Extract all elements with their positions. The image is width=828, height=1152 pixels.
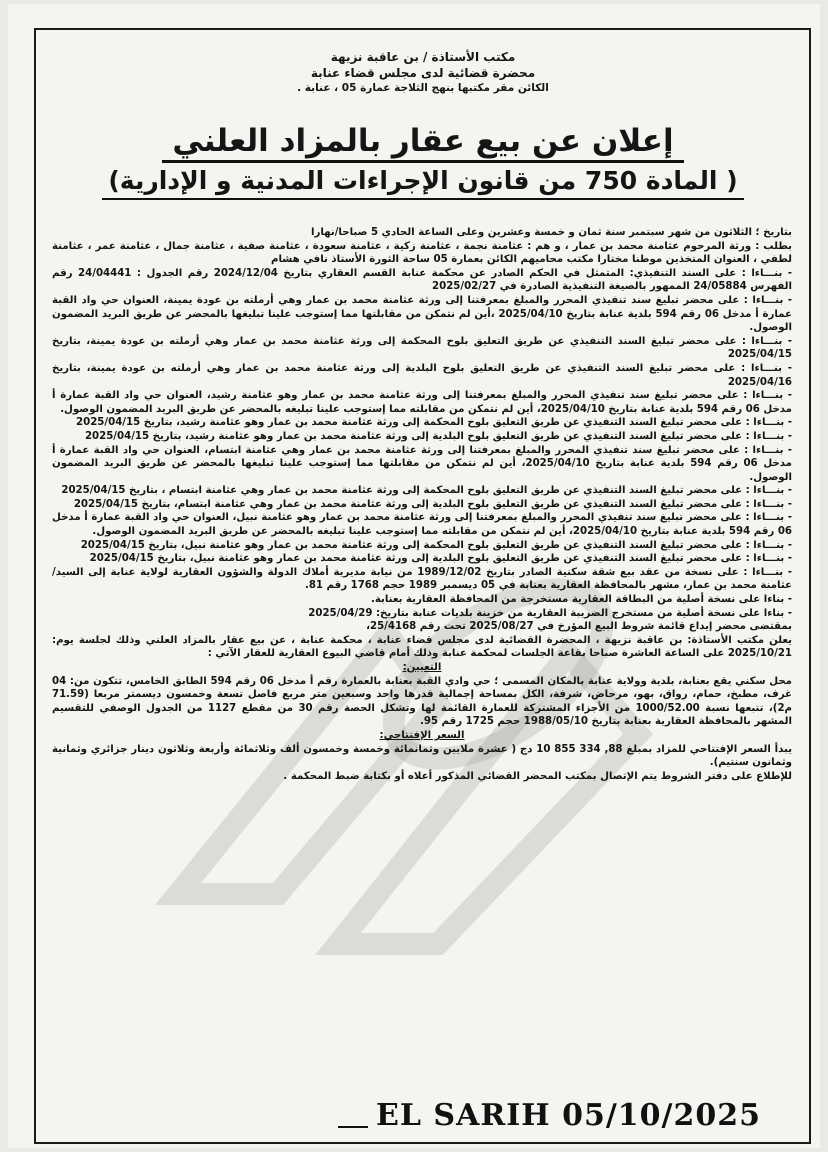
paragraph-deposit: بمقتضى محضر إيداع قائمة شروط البيع المؤرخ في 2025/08/27 تحت رقم 25/4168، — [366, 621, 792, 633]
paragraph-basis: - بنـــاءا : على محضر تبليغ السند التنفيذي عن طريق التعليق بلوح المحكمة إلى ورثة عثامنة محمد بن عمار وهي عثامنة ابتسام ، بتاريخ 2025/04/15 — [61, 485, 792, 497]
office-address: الكائن مقر مكتبها بنهج الثلاجة عمارة 05 ، عنابة . — [297, 82, 549, 94]
paragraph-basis: - بنـــاءا : على محضر تبليغ سند تنفيذي المحرر والمبلغ بمعرفتنا إلى ورثة عثامنة محمد بن عمار وهي أرملته بن عودة يمينة، العنوان حي واد القبة عمارة أ مدخل 06 رقم 594 بلدية عنابة بتاريخ 2025/04/10 ،أين لم نتمكن من مقابلتها مما إستوجب علينا تبليغها بالمحضر عن طريق البريد المضمون الوصول. — [52, 294, 792, 334]
paragraph-basis: - بنـــاءا : على نسخة من عقد بيع شقة سكنية الصادر بتاريخ 1989/12/02 من نيابة مديرية أملاك الدولة والشؤون العقارية لولاية عنابة إلى السيد/ عثامنة محمد بن عمار، مشهر بالمحافظة العقارية بعنابة في 05 ديسمبر 1989 حجم 1768 رقم 81. — [52, 566, 792, 592]
announcement-subtitle-text: ( المادة 750 من قانون الإجراءات المدنية و الإدارية) — [102, 164, 743, 200]
paragraph-basis: - بنـــاءا : على محضر تبليغ سند تنفيذي المحرر والمبلغ بمعرفتنا إلى ورثة عثامنة محمد بن عمار وهي عثامنة ابتسام، العنوان حي واد القبة عمارة أ مدخل 06 رقم 594 بلدية عنابة بتاريخ 2025/04/10، أين لم نتمكن من مقابلتها مما إستوجب علينا تبليغها بالمحضر عن طريق البريد المضمون الوصول. — [52, 444, 792, 483]
paragraph-basis: - بنـــاءا : على محضر تبليغ سند تنفيذي المحرر والمبلغ بمعرفتنا إلى ورثة عثامنة محمد بن عمار وهو عثامنة رشيد، العنوان حي واد القبة عمارة أ مدخل 06 رقم 594 بلدية عنابة بتاريخ 2025/04/10، أين لم نتمكن من مقابلته مما إستوجب علينا تبليغه بالمحضر عن طريق البريد المضمون الوصول. — [52, 390, 792, 415]
paragraph-basis: - بنـــاءا : على محضر تبليغ السند التنفيذي عن طريق التعليق بلوح المحكمة إلى ورثة عثامنة محمد بن عمار وهي أرملته بن عودة يمينة، بتاريخ 2025/04/15 — [52, 335, 792, 361]
newspaper-clipping — [8, 4, 820, 1148]
closing-text: للإطلاع على دفتر الشروط يتم الإتصال بمكتب المحضر القضائي المذكور أعلاه أو بكتابة ضبط المحكمة . — [283, 770, 792, 782]
paragraph-basis: - بنـــاءا : على محضر تبليغ السند التنفيذي عن طريق التعليق بلوح المحكمة إلى ورثة عثامنة محمد بن عمار وهو عثامنة رشيد، بتاريخ 2025/04/15 — [76, 417, 792, 429]
paragraph-basis: - بنـــاءا : على محضر تبليغ السند التنفيذي عن طريق التعليق بلوح البلدية إلى ورثة عثامنة محمد بن عمار وهي أرملته بن عودة يمينة، بتاريخ 2025/04/16 — [52, 362, 792, 388]
paragraph-basis: - بنـــاءا : على محضر تبليغ السند التنفيذي عن طريق التعليق بلوح البلدية إلى ورثة عثامنة محمد بن عمار وهو عثامنة نبيل، بتاريخ 2025/04/15 — [89, 553, 792, 565]
announcement-body — [52, 226, 792, 783]
announcement-title — [48, 122, 798, 163]
paragraph-basis: - بنـــاءا : على محضر تبليغ السند التنفيذي عن طريق التعليق بلوح المحكمة إلى ورثة عثامنة محمد بن عمار وهو عثامنة نبيل، بتاريخ 2025/04/15 — [80, 539, 792, 551]
paragraph-basis: - بنـــاءا : على السند التنفيذي: المتمثل في الحكم الصادر عن محكمة عنابة القسم العقاري بتاريخ 2024/12/04 رقم الجدول : 24/04441 رقم الفهرس 24/05884 الممهور بالصيغة التنفيذية الصادرة في 2025/02/27 — [52, 267, 793, 293]
paragraph-basis: - بناءا على نسخة أصلية من البطاقة العقارية مستخرجة من المحافظة العقارية بعنابة. — [370, 594, 792, 606]
paragraph-basis: - بناءا على نسخة أصلية من مستخرج الضريبة العقارية من خزينة بلديات عنابة بتاريخ: 2025/04/29 — [308, 607, 792, 619]
announcement-subtitle — [48, 164, 798, 200]
paragraph-basis: - بنـــاءا : على محضر تبليغ السند التنفيذي عن طريق التعليق بلوح البلدية إلى ورثة عثامنة محمد بن عمار وهو عثامنة رشيد، بتاريخ 2025/04/15 — [84, 430, 792, 442]
designation-heading: التعيين: — [402, 662, 442, 673]
office-role: محضرة قضائية لدى مجلس قضاء عنابة — [310, 66, 536, 80]
price-heading: السعر الإفتتاحي: — [379, 729, 465, 741]
designation-text: محل سكني يقع بعنابة، بلدية وولاية عنابة بالمكان المسمى ؛ حي وادي القبة بعنابة بالعمارة رقم أ مدخل 06 رقم 594 الطابق الخامس، تتكون من: 04 غرف، مطبخ، حمام، رواق، بهو، مرحاض، شرفة، الكل بمساحة إجمالية قدرها واحد وسبعين متر مربع فاصل تسعة وخمسون ديسمتر مربعا (71.59 م2)، تتبعها نسبة 1000/52.00 من الأجزاء المشتركة للعمارة القائمة لها وتشكل الحصة رقم 30 من مقطع 1127 من الجدول الوصفي للتقسيم المشهر بالمحافظة العقارية بعنابة بتاريخ 1988/05/10 حجم 1725 رقم 95. — [52, 675, 792, 728]
paragraph-announcement: يعلن مكتب الأستاذة: بن عاقبة نزيهة ، المحضرة القضائية لدى مجلس قضاء عنابة ، محكمة عنابة ، عن بيع عقار بالمزاد العلني وذلك لجلسة يوم: 2025/10/21 على الساعة العاشرة صباحا بقاعة الجلسات لمحكمة عنابة وذلك أمام قاضي البيوع العقارية للعقار الآتي : — [52, 634, 792, 660]
paragraph-basis: - بنـــاءا : على محضر تبليغ السند التنفيذي عن طريق التعليق بلوح البلدية إلى ورثة عثامنة محمد بن عمار وهي عثامنة ابتسام، بتاريخ 2025/04/15 — [73, 498, 792, 510]
newspaper-name-date: EL SARIH 05/10/2025 — [376, 1098, 762, 1133]
paragraph-requester: بطلب : ورثة المرحوم عثامنة محمد بن عمار ، و هم : عثامنة نجمة ، عثامنة زكية ، عثامنة سعودة ، عثامنة صفية ، عثامنة جمال ، عثامنة عمر ، عثامنة لطفي ، العنوان المتخذين موطنا مختارا مكتب محاميهم الكائن بعمارة 05 ساحة الثورة الأستاذ نافي هشام — [52, 240, 792, 266]
office-name: مكتب الأستاذة / بن عاقبة نزيهة — [330, 50, 516, 64]
price-text: يبدأ السعر الإفتتاحي للمزاد بمبلغ 88, 334 855 10 دج ( عشرة ملايين وثمانمائة وخمسة وخمسون ألف وثلاثمائة وأربعة وثلاثون دينار جزائري وثمانية وثمانون سنتيم). — [52, 743, 793, 769]
announcement-title-text: إعلان عن بيع عقار بالمزاد العلني — [162, 122, 683, 163]
paragraph-date: بتاريخ ؛ الثلاثون من شهر سبتمبر سنة ثمان و خمسة وعشرين وعلى الساعة الحادي 5 صباحا/نهارا — [310, 227, 792, 238]
newspaper-footer — [338, 1098, 768, 1144]
paragraph-basis: - بنـــاءا : على محضر تبليغ سند تنفيذي المحرر والمبلغ بمعرفتنا إلى ورثة عثامنة محمد بن عمار وهو عثامنة نبيل، العنوان حي واد القبة عمارة أ مدخل 06 رقم 594 بلدية عنابة بتاريخ 2025/04/10، أين لم نتمكن من مقابلته مما إستوجب علينا تبليغه بالمحضر عن طريق البريد المضمون الوصول. — [52, 512, 792, 538]
footer-rule — [338, 1126, 368, 1128]
